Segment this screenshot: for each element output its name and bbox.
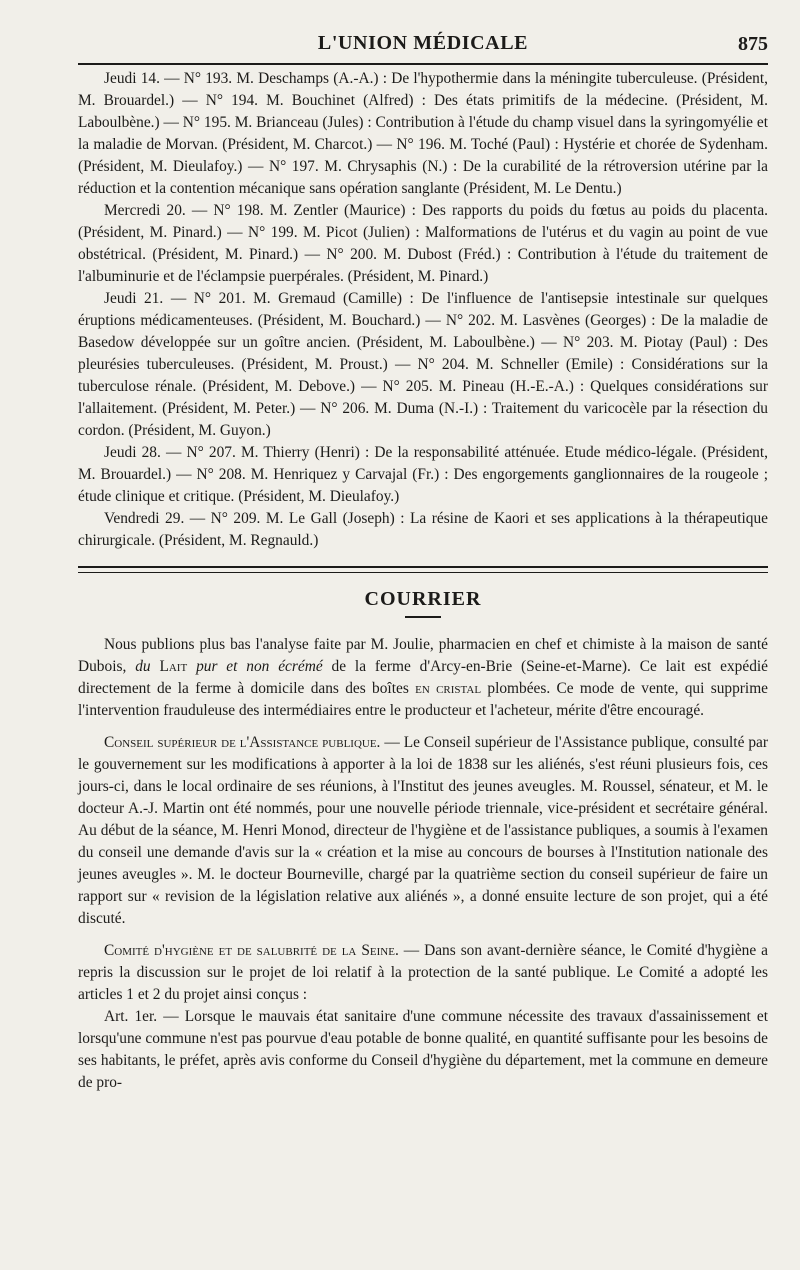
comite-text: — Dans son avant-dernière séance, le Comité d'hygiène a repris la discussion sur le projet de loi relatif à la protection de la santé publique. Le Comité a adopté les articles 1 et 2 du projet ainsi conçus : — [78, 942, 769, 1003]
spacer — [78, 722, 768, 732]
courrier-intro-paragraph — [78, 634, 768, 722]
intro-text: Nous publions plus bas l'analyse faite par M. Joulie, pharmacien en chef et chimiste à la maison de santé Dubois, — [78, 636, 768, 675]
article-paragraph — [78, 1006, 768, 1094]
running-title: L'UNION MÉDICALE — [317, 32, 529, 54]
thesis-paragraph: Mercredi 20. — N° 198. M. Zentler (Maurice) : Des rapports du poids du fœtus au poids du placenta. (Président, M. Pinard.) — N° 199. M. Picot (Julien) : Malformations de l'utérus et du vagin au point de vue obstétrical. (Président, M. Pinard.) — N° 200. M. Dubost (Fréd.) : Contribution à l'étude du traitement de l'albuminurie et de l'éclampsie puerpérales. (Président, M. Pinard.) — [78, 202, 768, 285]
page-body — [78, 68, 768, 1094]
page-number: 875 — [738, 33, 768, 55]
cristal-smallcaps: en cristal — [415, 680, 482, 697]
section-title: COURRIER — [364, 588, 482, 610]
thesis-paragraph: Jeudi 14. — N° 193. M. Deschamps (A.-A.) : De l'hypothermie dans la méningite tuberculeuse. (Président, M. Brouardel.) — N° 194. M. Bouchinet (Alfred) : Des états primitifs de la médecine. (Président, M. Laboulbène.) — N° 195. M. Brianceau (Jules) : Contribution à l'étude du champ visuel dans la syringomyélie et la maladie de Morvan. (Président, M. Charcot.) — N° 196. M. Toché (Paul) : Hystérie et chorée de Sydenham. (Président, M. Dieulafoy.) — N° 197. M. Chrysaphis (N.) : De la curabilité de la rétroversion utérine par la réduction et la contention mécanique sans opération sanglante (Président, M. Le Dentu.) — [78, 70, 768, 197]
intro-text: de la ferme d'Arcy-en-Brie (Seine-et-Marne). Ce lait est expédié directement de la ferme à domicile dans des boîtes — [78, 658, 769, 697]
conseil-paragraph — [78, 732, 768, 930]
intro-text: plombées. Ce mode de vente, qui supprime l'intervention frauduleuse des intermédiaires entre le producteur et l'acheteur, mérite d'être encouragé. — [78, 680, 768, 719]
comite-paragraph — [78, 940, 768, 1006]
intro-italic: du — [135, 658, 151, 675]
article-label: Art. 1er. — [104, 1008, 158, 1025]
header-rule — [78, 63, 768, 65]
article-text: — Lorsque le mauvais état sanitaire d'une commune nécessite des travaux d'assainissement et lorsqu'une commune n'est pas pourvue d'eau potable de bonne qualité, en quantité suffisante pour les besoins de ses habitants, le préfet, après avis conforme du Conseil d'hygiène du département, met la commune en demeure de pro- — [78, 1008, 768, 1091]
conseil-text: — Le Conseil supérieur de l'Assistance publique, consulté par le gouvernement sur les modifications à apporter à la loi de 1838 sur les aliénés, s'est réuni plusieurs fois, ces jours-ci, dans le local ordinaire de ses réunions, à l'Institut des jeunes aveugles. M. Roussel, sénateur, et M. le docteur A.-J. Martin ont été nommés, pour une nouvelle période triennale, vice-président et secrétaire général. Au début de la séance, M. Henri Monod, directeur de l'hygiène et de l'assistance publiques, a soumis à l'examen du conseil une demande d'avis sur la « création et la mise au concours de bourses à l'Institution nationale des jeunes aveugles ». M. le docteur Bourneville, chargé par la quatrième section du conseil supérieur de faire un rapport sur « revision de la législation relative aux aliénés », a donné ensuite lecture de son projet, qui a été discuté. — [78, 734, 769, 927]
comite-heading: Comité d'hygiène et de salubrité de la Seine. — [104, 942, 399, 959]
title-underline — [405, 616, 441, 618]
section-divider — [78, 566, 768, 573]
thesis-paragraph: Vendredi 29. — N° 209. M. Le Gall (Joseph) : La résine de Kaori et ses applications à la thérapeutique chirurgicale. (Président, M. Regnauld.) — [78, 510, 768, 549]
thesis-paragraph: Jeudi 28. — N° 207. M. Thierry (Henri) : De la responsabilité atténuée. Etude médico-légale. (Président, M. Brouardel.) — N° 208. M. Henriquez y Carvajal (Fr.) : Des engorgements ganglionnaires de la rougeole ; étude clinique et critique. (Président, M. Dieulafoy.) — [78, 444, 768, 505]
thesis-paragraph: Jeudi 21. — N° 201. M. Gremaud (Camille) : De l'influence de l'antisepsie intestinale sur quelques éruptions médicamenteuses. (Président, M. Bouchard.) — N° 202. M. Lasvènes (Georges) : De la maladie de Basedow développée sur un goître ancien. (Président, M. Laboulbène.) — N° 203. M. Piotay (Paul) : Des pleurésies tuberculeuses. (Président, M. Proust.) — N° 204. M. Schneller (Emile) : Considérations sur la tuberculose rénale. (Président, M. Debove.) — N° 205. M. Pineau (H.-E.-A.) : Quelques considérations sur l'allaitement. (Président, M. Peter.) — N° 206. M. Duma (N.-I.) : Traitement du varicocèle par la résection du cordon. (Président, M. Guyon.) — [78, 290, 768, 439]
spacer — [78, 930, 768, 940]
lait-smallcaps: Lait — [159, 658, 188, 675]
conseil-heading: Conseil supérieur de l'Assistance publique. — [104, 734, 381, 751]
intro-italic-rest: pur et non écrémé — [196, 658, 323, 675]
page-header — [78, 32, 768, 62]
